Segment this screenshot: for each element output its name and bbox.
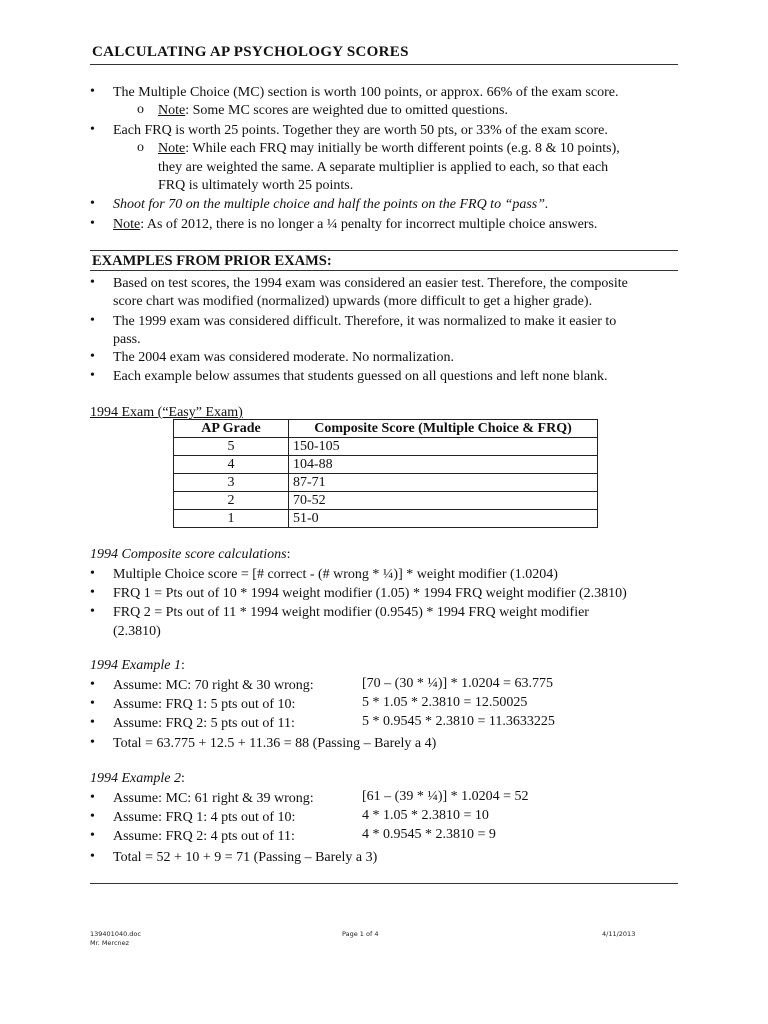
example2-frq2-calc: 4 * 0.9545 * 2.3810 = 9 (362, 827, 496, 842)
bullet: • (90, 677, 95, 692)
table-row (174, 510, 598, 528)
example1-frq1-assume: Assume: FRQ 1: 5 pts out of 10: (113, 697, 296, 712)
example1-frq2-assume: Assume: FRQ 2: 5 pts out of 11: (113, 716, 295, 731)
intro-penalty-note (113, 215, 597, 234)
bullet: • (90, 313, 95, 328)
sub-bullet: o (137, 140, 144, 155)
title-rule (90, 64, 678, 65)
note-label: Note (113, 217, 141, 232)
footer-author: Mr. Mercnez (90, 939, 130, 947)
calc-heading-colon: : (286, 547, 291, 562)
example2-mc-assume: Assume: MC: 61 right & 39 wrong: (113, 791, 314, 806)
intro-frq: Each FRQ is worth 25 points. Together they are worth 50 pts, or 33% of the exam score. (113, 123, 608, 138)
calc-heading (90, 545, 291, 564)
bullet: • (90, 735, 95, 750)
example1-total: Total = 63.775 + 12.5 + 11.36 = 88 (Passing – Barely a 4) (113, 736, 437, 751)
note-text: : Some MC scores are weighted due to omitted questions. (185, 103, 508, 118)
intro-goal: Shoot for 70 on the multiple choice and half the points on the FRQ to “pass”. (113, 197, 549, 212)
note-label: Note (158, 141, 186, 156)
example2-heading-text: 1994 Example 2 (90, 771, 181, 786)
calc-frq2-line2: (2.3810) (113, 624, 161, 639)
calc-frq1: FRQ 1 = Pts out of 10 * 1994 weight modifier (1.05) * 1994 FRQ weight modifier (2.3810) (113, 586, 627, 601)
table-cell: 5 (174, 438, 289, 456)
intro-mc-note (158, 102, 508, 121)
page-title: CALCULATING AP PSYCHOLOGY SCORES (92, 44, 409, 60)
example1-mc-calc: [70 – (30 * ¼)] * 1.0204 = 63.775 (362, 676, 554, 691)
table-row (174, 474, 598, 492)
example1-mc-assume: Assume: MC: 70 right & 30 wrong: (113, 678, 314, 693)
intro-frq-note-line2: they are weighted the same. A separate multiplier is applied to each, so that each (158, 160, 609, 175)
bullet: • (90, 715, 95, 730)
intro-frq-note-line3: FRQ is ultimately worth 25 points. (158, 178, 354, 193)
example2-heading (90, 769, 185, 788)
table-cell: 3 (174, 474, 289, 492)
example-1999: The 1999 exam was considered difficult. Therefore, it was normalized to make it easier to (113, 314, 617, 329)
calc-frq2: FRQ 2 = Pts out of 11 * 1994 weight modifier (0.9545) * 1994 FRQ weight modifier (113, 605, 589, 620)
bullet: • (90, 790, 95, 805)
example-1994-line2: score chart was modified (normalized) upwards (more difficult to get a higher grade). (113, 294, 593, 309)
example1-frq2-calc: 5 * 0.9545 * 2.3810 = 11.3633225 (362, 714, 555, 729)
footer-page-number: Page 1 of 4 (342, 930, 379, 938)
calc-heading-text: 1994 Composite score calculations (90, 547, 287, 562)
note-text: : As of 2012, there is no longer a ¼ penalty for incorrect multiple choice answers. (140, 217, 598, 232)
example2-frq2-assume: Assume: FRQ 2: 4 pts out of 11: (113, 829, 295, 844)
intro-frq-note (158, 140, 620, 159)
grade-table (173, 419, 598, 528)
bullet: • (90, 84, 95, 99)
example2-frq1-assume: Assume: FRQ 1: 4 pts out of 10: (113, 810, 296, 825)
bullet: • (90, 604, 95, 619)
section-rule (90, 250, 678, 251)
table-header-row (174, 420, 598, 438)
example1-frq1-calc: 5 * 1.05 * 2.3810 = 12.50025 (362, 695, 528, 710)
table-row (174, 492, 598, 510)
bullet: • (90, 122, 95, 137)
footer-filename: 139401040.doc (90, 930, 141, 938)
table-cell: 150-105 (289, 438, 598, 456)
bullet: • (90, 196, 95, 211)
section-rule (90, 270, 678, 271)
example1-heading-text: 1994 Example 1 (90, 658, 181, 673)
example-2004: The 2004 exam was considered moderate. No normalization. (113, 350, 454, 365)
table-cell: 70-52 (289, 492, 598, 510)
table-header: Composite Score (Multiple Choice & FRQ) (289, 420, 598, 438)
table-cell: 104-88 (289, 456, 598, 474)
bullet: • (90, 275, 95, 290)
bullet: • (90, 849, 95, 864)
example-1994: Based on test scores, the 1994 exam was considered an easier test. Therefore, the composite (113, 276, 628, 291)
example1-heading-colon: : (180, 658, 185, 673)
intro-mc: The Multiple Choice (MC) section is worth 100 points, or approx. 66% of the exam score. (113, 85, 619, 100)
example2-frq1-calc: 4 * 1.05 * 2.3810 = 10 (362, 808, 489, 823)
bullet: • (90, 216, 95, 231)
bullet: • (90, 696, 95, 711)
note-text: : While each FRQ may initially be worth different points (e.g. 8 & 10 points), (185, 141, 620, 156)
calc-mc: Multiple Choice score = [# correct - (# wrong * ¼)] * weight modifier (1.0204) (113, 567, 558, 582)
table-cell: 2 (174, 492, 289, 510)
bullet: • (90, 828, 95, 843)
examples-heading: EXAMPLES FROM PRIOR EXAMS: (92, 253, 332, 269)
table-cell: 1 (174, 510, 289, 528)
example2-mc-calc: [61 – (39 * ¼)] * 1.0204 = 52 (362, 789, 529, 804)
table-row (174, 456, 598, 474)
bullet: • (90, 585, 95, 600)
bullet: • (90, 809, 95, 824)
example2-heading-colon: : (180, 771, 185, 786)
table-row (174, 438, 598, 456)
example-assumption: Each example below assumes that students guessed on all questions and left none blank. (113, 369, 608, 384)
bullet: • (90, 368, 95, 383)
table-cell: 87-71 (289, 474, 598, 492)
example-1999-line2: pass. (113, 332, 141, 347)
note-label: Note (158, 103, 186, 118)
table-cell: 51-0 (289, 510, 598, 528)
bullet: • (90, 566, 95, 581)
footer-date: 4/11/2013 (602, 930, 636, 938)
example1-heading (90, 656, 185, 675)
table-caption: 1994 Exam (“Easy” Exam) (90, 405, 243, 420)
example2-total: Total = 52 + 10 + 9 = 71 (Passing – Barely a 3) (113, 850, 378, 865)
table-cell: 4 (174, 456, 289, 474)
footer-rule (90, 883, 678, 884)
bullet: • (90, 349, 95, 364)
sub-bullet: o (137, 102, 144, 117)
table-header: AP Grade (174, 420, 289, 438)
